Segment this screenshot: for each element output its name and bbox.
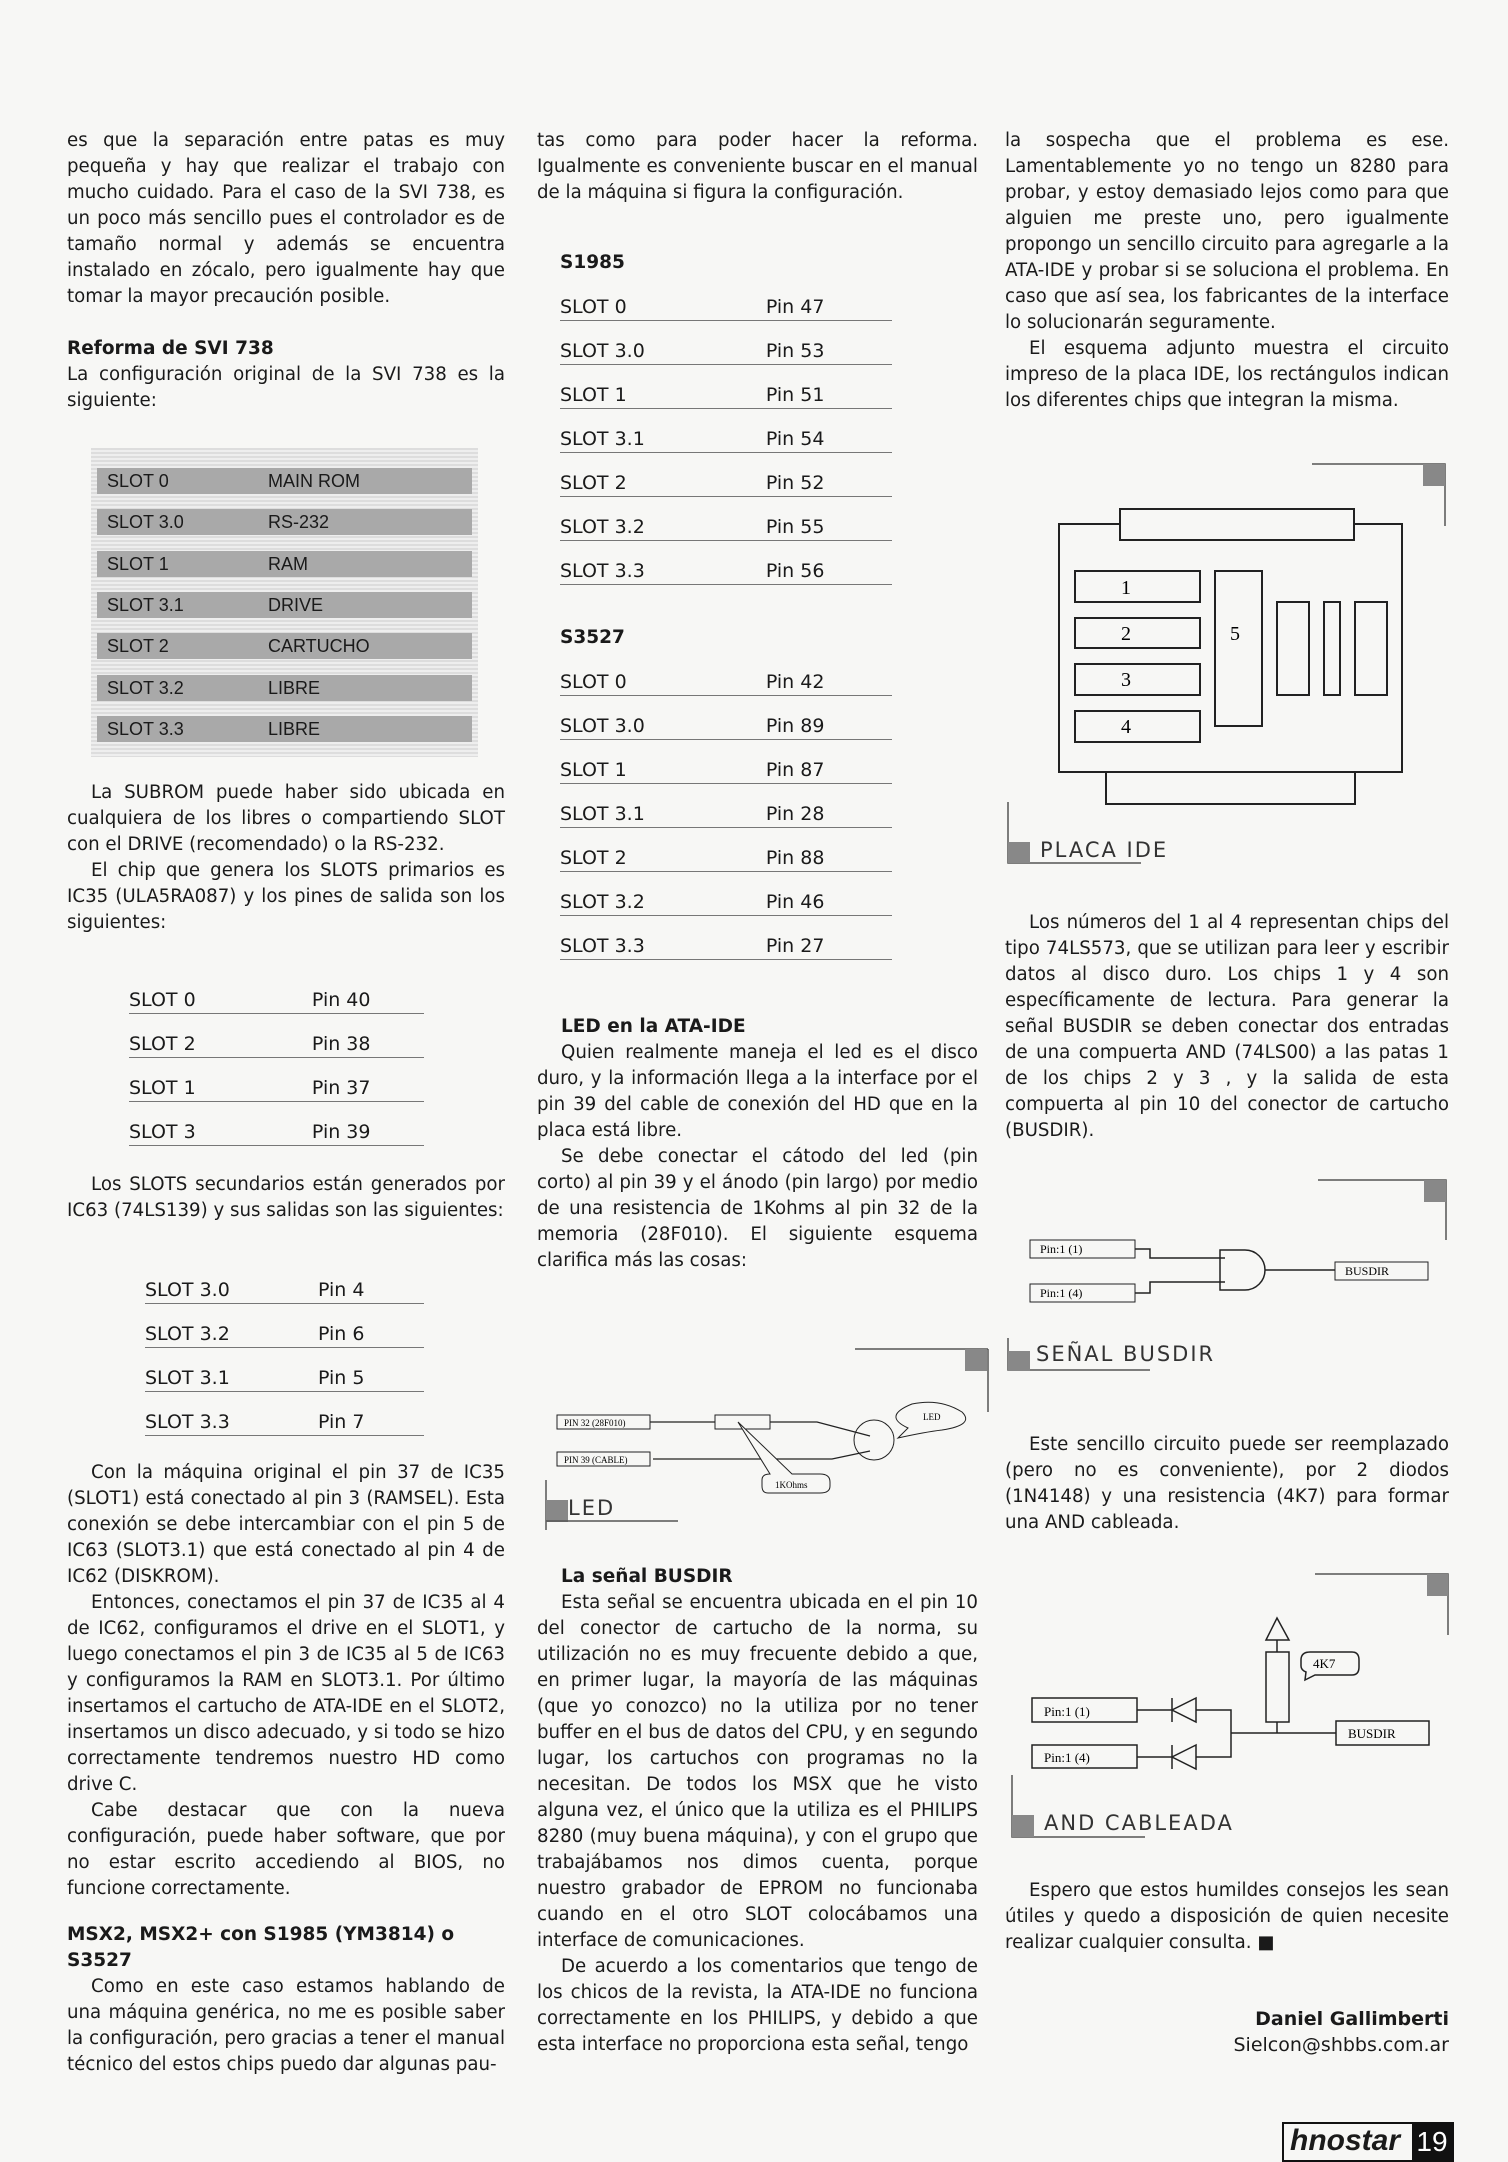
table-row <box>97 509 472 535</box>
paragraph: tas como para poder hacer la reforma. Igualmente es conveniente buscar en el manual de la máquina si figura la configuración. <box>537 130 978 203</box>
table-row <box>560 409 892 453</box>
slot-name: SLOT 0 <box>107 471 169 491</box>
paragraph: El esquema adjunto muestra el circuito impreso de la placa IDE, los rectángulos indican los diferentes chips que integran la misma. <box>1005 338 1449 411</box>
figure-caption: SEÑAL BUSDIR <box>1036 1342 1216 1366</box>
left-column <box>67 128 505 414</box>
diode-icon <box>1172 1745 1196 1769</box>
pin-cell: Pin 53 <box>766 321 892 365</box>
slot-cell: SLOT 0 <box>129 970 312 1014</box>
table-row <box>560 828 892 872</box>
paragraph: Como en este caso estamos hablando de una máquina genérica, no me es posible saber la configuración, pero gracias a tener el manual técnico del estos chips puedo dar algunas pau- <box>67 1976 505 2075</box>
paragraph: Cabe destacar que con la nueva configuración, puede haber software, que por no estar escrito accediendo al BIOS, no funcione correctamente. <box>67 1800 505 1899</box>
table-row <box>129 1058 424 1102</box>
pin-cell: Pin 37 <box>312 1058 424 1102</box>
middle-column-2 <box>537 1014 978 1274</box>
table-row <box>97 633 472 659</box>
pin-cell: Pin 89 <box>766 696 892 740</box>
slot-device: LIBRE <box>268 718 321 739</box>
slot-cell: SLOT 3.2 <box>560 497 766 541</box>
left-column-2 <box>67 780 505 936</box>
output-label: BUSDIR <box>1348 1726 1396 1741</box>
svi-slot-table <box>91 448 478 757</box>
slot-cell: SLOT 0 <box>560 652 766 696</box>
pin-cell: Pin 51 <box>766 365 892 409</box>
pin-cell: Pin 4 <box>318 1260 424 1304</box>
right-column-3 <box>1005 1432 1449 1536</box>
table-row <box>560 740 892 784</box>
chip-label: 1 <box>1121 577 1131 599</box>
chip-label: 2 <box>1121 623 1131 645</box>
slot-cell: SLOT 0 <box>560 277 766 321</box>
author-name: Daniel Gallimberti <box>1255 2008 1449 2030</box>
figure-caption: LED <box>568 1496 616 1520</box>
paragraph: Espero que estos humildes consejos les sean útiles y quedo a disposición de quien necesite realizar cualquier consulta. ■ <box>1005 1880 1449 1953</box>
pin-cell: Pin 28 <box>766 784 892 828</box>
right-column-4 <box>1005 1878 1449 1956</box>
slot-cell: SLOT 3.0 <box>560 321 766 365</box>
slot-cell: SLOT 3.3 <box>145 1392 318 1436</box>
section-heading: MSX2, MSX2+ con S1985 (YM3814) o S3527 <box>67 1924 455 1971</box>
slot-cell: SLOT 3.1 <box>560 409 766 453</box>
table-row <box>145 1348 424 1392</box>
slot-cell: SLOT 3.0 <box>145 1260 318 1304</box>
pin-cell: Pin 52 <box>766 453 892 497</box>
paragraph: De acuerdo a los comentarios que tengo de los chicos de la revista, la ATA-IDE no funciona correctamente en los PHILIPS, y debido a que esta interface no proporciona esta señal, tengo <box>537 1956 978 2055</box>
slot-name: SLOT 3.2 <box>107 677 184 698</box>
author-block <box>1180 2006 1449 2058</box>
slot-device: DRIVE <box>268 594 324 615</box>
slot-cell: SLOT 2 <box>560 828 766 872</box>
table-row <box>560 277 892 321</box>
table-row <box>129 970 424 1014</box>
paragraph: Esta señal se encuentra ubicada en el pin 10 del conector de cartucho de la norma, su utilización no es muy frecuente debido a que, en primer lugar, la mayoría de las máquinas (que yo conozco) no la utiliza por no tener buffer en el bus de datos del CPU, y en segundo lugar, los cartuchos con programas no la necesitan. De todos los MSX que he visto alguna vez, el único que la utiliza es el PHILIPS 8280 (muy buena máquina), y con el grupo que trabajábamos nos dimos cuenta, porque nuestro grabador de EPROM no funcionaba cuando en el otro SLOT colocábamos una interface de comunicaciones. <box>537 1592 978 1951</box>
pin-cell: Pin 7 <box>318 1392 424 1436</box>
slot-cell: SLOT 1 <box>129 1058 312 1102</box>
secondary-slot-table <box>145 1260 424 1436</box>
slot-cell: SLOT 3.3 <box>560 541 766 585</box>
output-label: BUSDIR <box>1345 1264 1390 1278</box>
diode-icon <box>1172 1698 1196 1722</box>
paragraph: La configuración original de la SVI 738 es la siguiente: <box>67 364 505 411</box>
paragraph: El chip que genera los SLOTS primarios es IC35 (ULA5RA087) y los pines de salida son los siguientes: <box>67 860 505 933</box>
led-icon <box>854 1420 894 1460</box>
pin39-label: PIN 39 (CABLE) <box>564 1455 628 1465</box>
page-number: 19 <box>1412 2124 1452 2160</box>
pin-cell: Pin 42 <box>766 652 892 696</box>
table-row <box>560 365 892 409</box>
resistor-label: 1KOhms <box>775 1480 808 1490</box>
pin-cell: Pin 38 <box>312 1014 424 1058</box>
table-row <box>560 541 892 585</box>
paragraph: Los números del 1 al 4 representan chips del tipo 74LS573, que se utilizan para leer y escribir datos al disco duro. Los chips 1 y 4 son específicamente de lectura. Para generar la señal BUSDIR se deben conectar dos entradas de una compuerta AND (74LS00) a las patas 1 de los chips 2 y 3 , y la salida de esta compuerta al pin 10 del conector de cartucho (BUSDIR). <box>1005 912 1449 1141</box>
middle-column-3 <box>537 1564 978 2058</box>
paragraph: es que la separación entre patas es muy pequeña y hay que realizar el trabajo con mucho cuidado. Para el caso de la SVI 738, es un poco más sencillo pues el controlador es de tamaño normal y además se encuentra instalado en zócalo, pero igualmente hay que tomar la mayor precaución posible. <box>67 130 505 307</box>
pin-cell: Pin 87 <box>766 740 892 784</box>
slot-cell: SLOT 3.1 <box>145 1348 318 1392</box>
slot-cell: SLOT 2 <box>560 453 766 497</box>
paragraph: Con la máquina original el pin 37 de IC35 (SLOT1) está conectado al pin 3 (RAMSEL). Esta conexión se debe intercambiar con el pin 5 de IC63 (SLOT3.1) que está conectado al pin 4 de IC62 (DISKROM). <box>67 1462 505 1587</box>
paragraph: Entonces, conectamos el pin 37 de IC35 al 4 de IC62, configuramos el drive en el SLOT1, y luego conectamos el pin 3 de IC35 al 5 de IC63 y configuramos la RAM en SLOT3.1. Por último insertamos el cartucho de ATA-IDE en el SLOT2, insertamos un disco adecuado, y si todo se hizo correctamente tendremos nuestro HD como drive C. <box>67 1592 505 1795</box>
slot-cell: SLOT 1 <box>560 365 766 409</box>
table-row <box>97 468 472 494</box>
magazine-logo: hnostar <box>1290 2124 1401 2157</box>
section-heading: Reforma de SVI 738 <box>67 338 274 359</box>
table-row <box>129 1102 424 1146</box>
table-row <box>145 1260 424 1304</box>
table-row <box>129 1014 424 1058</box>
magazine-footer <box>1282 2122 1454 2162</box>
pin-cell: Pin 54 <box>766 409 892 453</box>
figure-caption: PLACA IDE <box>1040 838 1169 862</box>
paragraph: Se debe conectar el cátodo del led (pin corto) al pin 39 y el ánodo (pin largo) por medio de una resistencia de 1Kohms al pin 32 de la memoria (28F010). El siguiente esquema clarifica más las cosas: <box>537 1146 978 1271</box>
left-column-3 <box>67 1172 505 1224</box>
table-row <box>560 696 892 740</box>
middle-column <box>537 128 978 206</box>
slot-device: CARTUCHO <box>268 636 370 657</box>
s1985-heading: S1985 <box>560 252 625 273</box>
input-label: Pin:1 (1) <box>1040 1242 1083 1256</box>
slot-cell: SLOT 3.3 <box>560 916 766 960</box>
table-row <box>97 551 472 577</box>
paragraph: Quien realmente maneja el led es el disco duro, y la información llega a la interface por el pin 39 del cable de conexión del HD que en la placa está libre. <box>537 1042 978 1141</box>
figure-caption: AND CABLEADA <box>1044 1811 1234 1835</box>
resistor-icon <box>1266 1652 1289 1722</box>
left-column-4 <box>67 1460 505 2078</box>
right-column-2 <box>1005 910 1449 1144</box>
table-row <box>560 453 892 497</box>
pin32-label: PIN 32 (28F010) <box>564 1418 626 1428</box>
primary-slot-table <box>129 970 424 1146</box>
slot-cell: SLOT 2 <box>129 1014 312 1058</box>
s3527-heading: S3527 <box>560 627 625 648</box>
slot-cell: SLOT 3.0 <box>560 696 766 740</box>
slot-name: SLOT 1 <box>107 553 169 574</box>
table-row <box>560 916 892 960</box>
pin-cell: Pin 6 <box>318 1304 424 1348</box>
table-row <box>145 1304 424 1348</box>
s1985-table <box>560 277 892 585</box>
pin-cell: Pin 5 <box>318 1348 424 1392</box>
pin-cell: Pin 27 <box>766 916 892 960</box>
paragraph: Los SLOTS secundarios están generados por IC63 (74LS139) y sus salidas son las siguientes: <box>67 1174 505 1221</box>
table-row <box>560 652 892 696</box>
chip-label: 5 <box>1230 623 1240 645</box>
slot-cell: SLOT 3 <box>129 1102 312 1146</box>
and-cableada-diagram <box>1000 1560 1500 1850</box>
author-email: Sielcon@shbbs.com.ar <box>1233 2034 1449 2056</box>
table-row <box>560 321 892 365</box>
pin-cell: Pin 56 <box>766 541 892 585</box>
slot-cell: SLOT 3.2 <box>145 1304 318 1348</box>
table-row <box>560 784 892 828</box>
slot-device: MAIN ROM <box>268 471 360 491</box>
s3527-table <box>560 652 892 960</box>
paragraph: La SUBROM puede haber sido ubicada en cualquiera de los libres o compartiendo SLOT con el DRIVE (recomendado) o la RS-232. <box>67 782 505 855</box>
table-row <box>560 497 892 541</box>
chip-label: 3 <box>1121 669 1131 691</box>
pin-cell: Pin 46 <box>766 872 892 916</box>
table-row <box>97 592 472 618</box>
section-heading: La señal BUSDIR <box>561 1566 733 1587</box>
section-heading: LED en la ATA-IDE <box>561 1016 746 1037</box>
slot-name: SLOT 3.1 <box>107 594 184 615</box>
placa-ide-diagram <box>1000 440 1500 880</box>
paragraph: Este sencillo circuito puede ser reemplazado (pero no es conveniente), por 2 diodos (1N4148) y una resistencia (4K7) para formar una AND cableada. <box>1005 1434 1449 1533</box>
table-row <box>145 1392 424 1436</box>
table-row <box>97 716 472 742</box>
table-row <box>97 675 472 701</box>
slot-cell: SLOT 1 <box>560 740 766 784</box>
pin-cell: Pin 39 <box>312 1102 424 1146</box>
pin-cell: Pin 40 <box>312 970 424 1014</box>
slot-name: SLOT 2 <box>107 636 169 657</box>
pin-cell: Pin 47 <box>766 277 892 321</box>
input-label: Pin:1 (4) <box>1044 1750 1090 1765</box>
and-gate-icon <box>1135 1249 1335 1293</box>
slot-name: SLOT 3.3 <box>107 718 184 739</box>
led-bubble-label: LED <box>923 1412 941 1422</box>
slot-name: SLOT 3.0 <box>107 512 184 533</box>
input-label: Pin:1 (4) <box>1040 1286 1083 1300</box>
slot-cell: SLOT 3.1 <box>560 784 766 828</box>
chip-label: 4 <box>1121 716 1131 738</box>
pin-cell: Pin 88 <box>766 828 892 872</box>
slot-device: RS-232 <box>268 512 330 533</box>
table-row <box>560 872 892 916</box>
slot-device: RAM <box>268 553 308 574</box>
pin-cell: Pin 55 <box>766 497 892 541</box>
resistor-label: 4K7 <box>1313 1656 1336 1671</box>
right-column <box>1005 128 1449 414</box>
input-label: Pin:1 (1) <box>1044 1704 1090 1719</box>
slot-device: LIBRE <box>268 677 321 698</box>
paragraph: la sospecha que el problema es ese. Lamentablemente yo no tengo un 8280 para probar, y estoy demasiado lejos como para que alguien me preste uno, pero igualmente propongo un sencillo circuito para agregarle a la ATA-IDE y probar si se soluciona el problema. En caso que así sea, los fabricantes de la interface lo solucionarán seguramente. <box>1005 130 1449 333</box>
slot-cell: SLOT 3.2 <box>560 872 766 916</box>
